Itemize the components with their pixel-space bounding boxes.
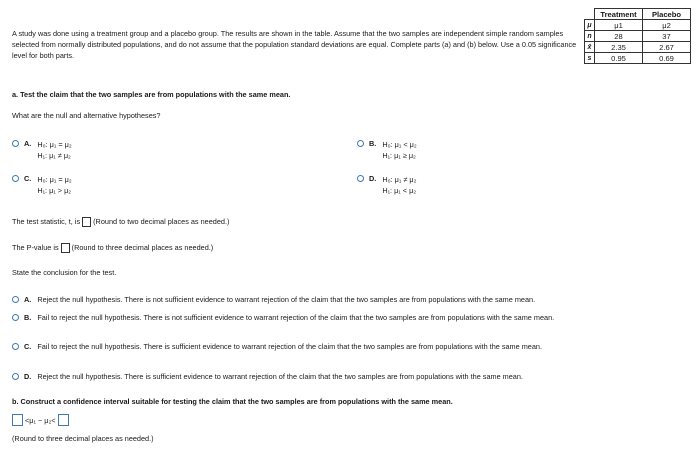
radio-icon[interactable] — [357, 140, 364, 147]
hypotheses-question: What are the null and alternative hypotheses? — [12, 111, 161, 120]
option-letter: A. — [24, 295, 32, 304]
null-hypothesis: H₀: μ₁ ≠ μ₂ — [382, 175, 417, 184]
conclusion-question: State the conclusion for the test. — [12, 268, 117, 277]
conclusion-text: Fail to reject the null hypothesis. There is sufficient evidence to warrant rejection of the claim that the two samples are from populations with the same mean. — [37, 342, 542, 351]
radio-icon[interactable] — [12, 343, 19, 350]
row-label: s — [585, 53, 595, 64]
null-hypothesis: H₀: μ₁ < μ₂ — [382, 140, 417, 149]
alt-hypothesis: H₁: μ₁ < μ₂ — [382, 186, 417, 195]
table-cell: 2.67 — [643, 42, 691, 53]
problem-intro: A study was done using a treatment group and a placebo group. The results are shown in the table. Assume that the two samples are independent simple random samples selected from normally distributed populations, and do not assume that the population standard deviations are equal. Complete parts (a) and (b) below. Use a 0.05 significance level for both parts. — [12, 29, 577, 60]
part-b-hint: (Round to three decimal places as needed.) — [12, 434, 154, 443]
alt-hypothesis: H₁: μ₁ ≠ μ₂ — [37, 151, 71, 160]
table-cell: μ1 — [595, 20, 643, 31]
radio-icon[interactable] — [12, 314, 19, 321]
pvalue-line — [12, 243, 213, 253]
null-hypothesis: H₀: μ₁ = μ₂ — [37, 140, 72, 149]
hypothesis-option-a[interactable] — [12, 139, 72, 161]
table-row — [585, 20, 691, 31]
option-letter: B. — [369, 139, 377, 148]
conclusion-option-a[interactable] — [12, 295, 692, 305]
table-cell: 2.35 — [595, 42, 643, 53]
option-letter: A. — [24, 139, 32, 148]
radio-icon[interactable] — [12, 296, 19, 303]
alt-hypothesis: H₁: μ₁ ≥ μ₂ — [382, 151, 416, 160]
test-stat-hint: (Round to two decimal places as needed.) — [93, 217, 230, 226]
pvalue-input[interactable] — [61, 243, 70, 253]
option-letter: D. — [24, 372, 32, 381]
part-b-heading: b. Construct a confidence interval suitable for testing the claim that the two samples are from populations with the same mean. — [12, 397, 453, 406]
row-label: n — [585, 31, 595, 42]
confidence-interval-line — [12, 414, 69, 426]
hypothesis-option-b[interactable] — [357, 139, 417, 161]
hypothesis-option-c[interactable] — [12, 174, 72, 196]
header-treatment: Treatment — [595, 9, 643, 20]
upper-bound-input[interactable] — [58, 414, 69, 426]
conclusion-option-b[interactable] — [12, 313, 692, 323]
radio-icon[interactable] — [12, 175, 19, 182]
option-letter: C. — [24, 342, 32, 351]
table-cell: μ2 — [643, 20, 691, 31]
row-label: μ — [585, 20, 595, 31]
pvalue-hint: (Round to three decimal places as needed.) — [71, 243, 214, 252]
interval-expression: <μ₁ − μ₂< — [25, 415, 56, 425]
row-label: x̄ — [585, 42, 595, 53]
header-placebo: Placebo — [643, 9, 691, 20]
conclusion-option-c[interactable] — [12, 342, 692, 352]
data-table — [584, 8, 691, 64]
test-statistic-input[interactable] — [82, 217, 91, 227]
conclusion-text: Fail to reject the null hypothesis. There is not sufficient evidence to warrant rejection of the claim that the two samples are from populations with the same mean. — [37, 313, 555, 322]
radio-icon[interactable] — [357, 175, 364, 182]
radio-icon[interactable] — [12, 373, 19, 380]
test-statistic-line — [12, 217, 229, 227]
table-row — [585, 53, 691, 64]
null-hypothesis: H₀: μ₁ = μ₂ — [37, 175, 72, 184]
table-cell: 0.95 — [595, 53, 643, 64]
table-cell: 0.69 — [643, 53, 691, 64]
table-row — [585, 31, 691, 42]
table-cell: 28 — [595, 31, 643, 42]
option-letter: D. — [369, 174, 377, 183]
conclusion-option-d[interactable] — [12, 372, 692, 382]
option-letter: B. — [24, 313, 32, 322]
lower-bound-input[interactable] — [12, 414, 23, 426]
table-cell: 37 — [643, 31, 691, 42]
option-letter: C. — [24, 174, 32, 183]
test-stat-prefix: The test statistic, t, is — [12, 217, 81, 226]
radio-icon[interactable] — [12, 140, 19, 147]
pvalue-prefix: The P-value is — [12, 243, 59, 252]
conclusion-text: Reject the null hypothesis. There is not sufficient evidence to warrant rejection of the claim that the two samples are from populations with the same mean. — [37, 295, 536, 304]
conclusion-text: Reject the null hypothesis. There is sufficient evidence to warrant rejection of the claim that the two samples are from populations with the same mean. — [37, 372, 523, 381]
alt-hypothesis: H₁: μ₁ > μ₂ — [37, 186, 72, 195]
table-row — [585, 42, 691, 53]
hypothesis-option-d[interactable] — [357, 174, 416, 196]
part-a-heading: a. Test the claim that the two samples are from populations with the same mean. — [12, 90, 291, 99]
